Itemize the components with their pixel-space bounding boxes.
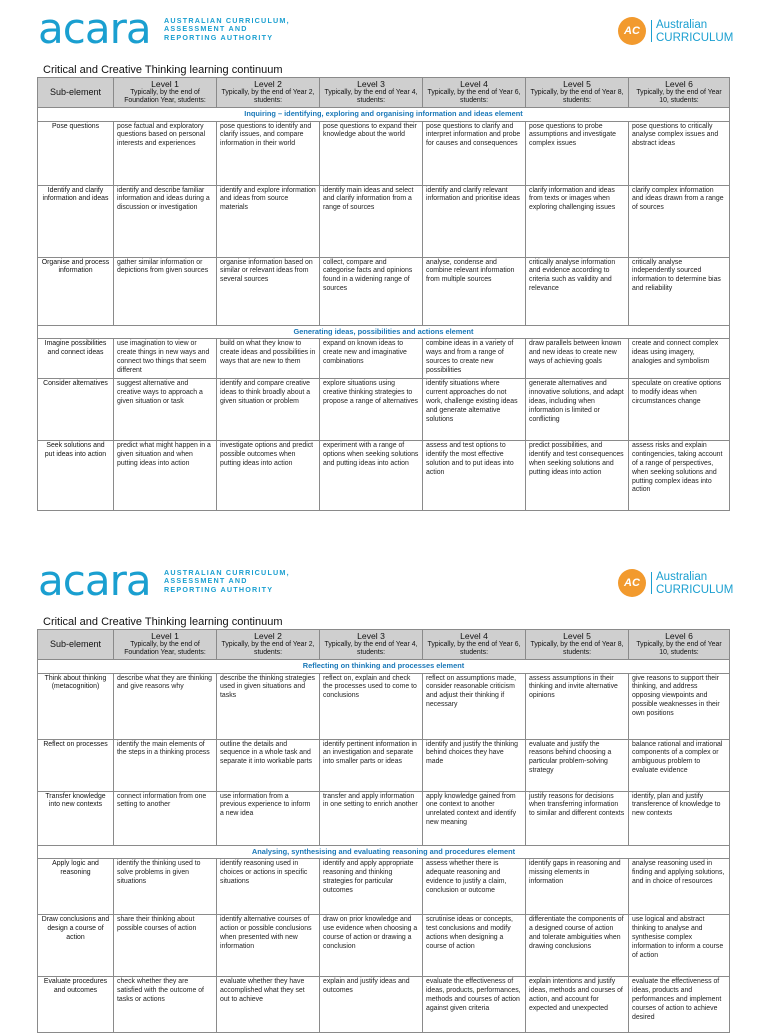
section-title: Analysing, synthesising and evaluating reasoning and procedures element (38, 845, 730, 859)
sub-element-header: Sub-element (38, 78, 114, 108)
sub-element-label: Organise and process information (38, 257, 114, 325)
level-cell: evaluate the effectiveness of ideas, products and performances and implement courses of action to achieve desired (629, 977, 730, 1033)
table-row (38, 441, 730, 511)
level-name: Level 1 (151, 79, 179, 89)
level-description: Typically, by the end of Year 6, students: (427, 89, 521, 105)
acara-tagline: AUSTRALIAN CURRICULUM, ASSESSMENT AND REPORTING AUTHORITY (164, 568, 290, 594)
level-header (320, 78, 423, 108)
continuum-table (37, 629, 730, 1033)
level-header (217, 78, 320, 108)
table-row (38, 791, 730, 845)
level-description: Typically, by the end of Year 4, students: (324, 641, 418, 657)
level-cell: pose questions to clarify and interpret information and probe for causes and consequences (423, 121, 526, 185)
level-header (217, 630, 320, 660)
sub-element-label: Identify and clarify information and ideas (38, 185, 114, 257)
acara-tagline: AUSTRALIAN CURRICULUM, ASSESSMENT AND REPORTING AUTHORITY (164, 16, 290, 42)
level-name: Level 3 (357, 631, 385, 641)
acara-logo: acara (38, 4, 151, 53)
level-cell: identify reasoning used in choices or actions in specific situations (217, 859, 320, 915)
level-cell: clarify information and ideas from texts or images when exploring challenging issues (526, 185, 629, 257)
section-row (38, 659, 730, 673)
level-cell: identify and apply appropriate reasoning and thinking strategies for particular outcomes (320, 859, 423, 915)
level-description: Typically, by the end of Year 2, students: (221, 89, 315, 105)
table-row (38, 673, 730, 739)
sub-element-label: Apply logic and reasoning (38, 859, 114, 915)
logo-divider (651, 572, 652, 594)
logo-divider (651, 20, 652, 42)
level-cell: critically analyse independently sourced information to determine bias and reliability (629, 257, 730, 325)
level-cell: share their thinking about possible courses of action (114, 915, 217, 977)
level-cell: transfer and apply information in one setting to enrich another (320, 791, 423, 845)
level-cell: draw parallels between known and new ideas to create new ways of achieving goals (526, 339, 629, 379)
table-header-row (38, 630, 730, 660)
level-description: Typically, by the end of Year 4, students: (324, 89, 418, 105)
level-description: Typically, by the end of Year 10, students: (636, 89, 722, 105)
level-cell: identify and justify the thinking behind choices they have made (423, 739, 526, 791)
ac-badge-icon: AC (618, 569, 646, 597)
level-header (114, 78, 217, 108)
level-cell: identify situations where current approaches do not work, challenge existing ideas and generate alternative solutions (423, 379, 526, 441)
page-header (0, 552, 768, 604)
level-header (629, 630, 730, 660)
level-header (629, 78, 730, 108)
level-cell: pose factual and exploratory questions based on personal interests and experiences (114, 121, 217, 185)
section-title: Reflecting on thinking and processes element (38, 659, 730, 673)
level-cell: identify alternative courses of action or possible conclusions when presented with new information (217, 915, 320, 977)
table-header-row (38, 78, 730, 108)
australian-curriculum-logo: Australian CURRICULUM (656, 571, 734, 596)
sub-element-label: Reflect on processes (38, 739, 114, 791)
acara-logo: acara (38, 556, 151, 605)
table-row (38, 379, 730, 441)
level-header (526, 78, 629, 108)
document-title: Critical and Creative Thinking learning continuum (43, 64, 283, 76)
level-header (320, 630, 423, 660)
table-row (38, 859, 730, 915)
level-cell: use logical and abstract thinking to analyse and synthesise complex information to inform a course of action (629, 915, 730, 977)
page-2 (0, 552, 768, 1021)
level-cell: predict what might happen in a given situation and when putting ideas into action (114, 441, 217, 511)
level-cell: describe what they are thinking and give reasons why (114, 673, 217, 739)
level-cell: identify, plan and justify transference of knowledge to new contexts (629, 791, 730, 845)
level-cell: analyse reasoning used in finding and applying solutions, and in choice of resources (629, 859, 730, 915)
level-name: Level 2 (254, 79, 282, 89)
level-cell: draw on prior knowledge and use evidence when choosing a course of action or drawing a conclusion (320, 915, 423, 977)
level-name: Level 5 (563, 79, 591, 89)
level-cell: pose questions to identify and clarify issues, and compare information in their world (217, 121, 320, 185)
level-cell: identify pertinent information in an investigation and separate into smaller parts or ideas (320, 739, 423, 791)
level-cell: pose questions to expand their knowledge about the world (320, 121, 423, 185)
sub-element-label: Think about thinking (metacognition) (38, 673, 114, 739)
level-cell: identify and explore information and ideas from source materials (217, 185, 320, 257)
document-title: Critical and Creative Thinking learning continuum (43, 616, 283, 628)
level-cell: combine ideas in a variety of ways and from a range of sources to create new possibilities (423, 339, 526, 379)
table-row (38, 185, 730, 257)
table-row (38, 739, 730, 791)
sub-element-label: Imagine possibilities and connect ideas (38, 339, 114, 379)
level-cell: identify the thinking used to solve problems in given situations (114, 859, 217, 915)
level-cell: outline the details and sequence in a whole task and separate it into workable parts (217, 739, 320, 791)
level-cell: investigate options and predict possible outcomes when putting ideas into action (217, 441, 320, 511)
level-cell: analyse, condense and combine relevant information from multiple sources (423, 257, 526, 325)
section-title: Generating ideas, possibilities and actions element (38, 325, 730, 339)
level-cell: clarify complex information and ideas drawn from a range of sources (629, 185, 730, 257)
level-header (423, 78, 526, 108)
level-description: Typically, by the end of Foundation Year, students: (124, 89, 206, 105)
level-cell: connect information from one setting to another (114, 791, 217, 845)
level-cell: experiment with a range of options when seeking solutions and putting ideas into action (320, 441, 423, 511)
level-description: Typically, by the end of Year 8, students: (530, 641, 624, 657)
level-cell: use imagination to view or create things in new ways and connect two things that seem different (114, 339, 217, 379)
level-cell: create and connect complex ideas using imagery, analogies and symbolism (629, 339, 730, 379)
level-cell: identify and compare creative ideas to think broadly about a given situation or problem (217, 379, 320, 441)
level-cell: describe the thinking strategies used in given situations and tasks (217, 673, 320, 739)
sub-element-label: Evaluate procedures and outcomes (38, 977, 114, 1033)
level-cell: expand on known ideas to create new and imaginative combinations (320, 339, 423, 379)
page-header (0, 0, 768, 52)
level-cell: assess and test options to identify the most effective solution and to put ideas into action (423, 441, 526, 511)
level-description: Typically, by the end of Year 2, students: (221, 641, 315, 657)
level-cell: build on what they know to create ideas and possibilities in ways that are new to them (217, 339, 320, 379)
level-cell: explore situations using creative thinking strategies to propose a range of alternatives (320, 379, 423, 441)
level-cell: scrutinise ideas or concepts, test conclusions and modify actions when designing a course of action (423, 915, 526, 977)
sub-element-label: Consider alternatives (38, 379, 114, 441)
continuum-table (37, 77, 730, 511)
level-name: Level 4 (460, 79, 488, 89)
level-cell: apply knowledge gained from one context to another unrelated context and identify new meaning (423, 791, 526, 845)
section-row (38, 845, 730, 859)
section-row (38, 325, 730, 339)
level-cell: collect, compare and categorise facts and opinions found in a widening range of sources (320, 257, 423, 325)
level-cell: assess risks and explain contingencies, taking account of a range of perspectives, when seeking solutions and putting complex ideas into action (629, 441, 730, 511)
level-cell: identify and describe familiar information and ideas during a discussion or investigation (114, 185, 217, 257)
level-name: Level 3 (357, 79, 385, 89)
level-description: Typically, by the end of Foundation Year, students: (124, 641, 206, 657)
table-row (38, 977, 730, 1033)
level-description: Typically, by the end of Year 8, students: (530, 89, 624, 105)
level-name: Level 5 (563, 631, 591, 641)
level-cell: balance rational and irrational components of a complex or ambiguous problem to evaluate evidence (629, 739, 730, 791)
level-cell: identify and clarify relevant information and prioritise ideas (423, 185, 526, 257)
table-row (38, 915, 730, 977)
level-cell: differentiate the components of a designed course of action and tolerate ambiguities when drawing conclusions (526, 915, 629, 977)
section-title: Inquiring – identifying, exploring and organising information and ideas element (38, 107, 730, 121)
level-name: Level 6 (665, 631, 693, 641)
level-cell: evaluate the effectiveness of ideas, products, performances, methods and courses of action against given criteria (423, 977, 526, 1033)
ac-badge-icon: AC (618, 17, 646, 45)
level-header (114, 630, 217, 660)
level-cell: give reasons to support their thinking, and address opposing viewpoints and possible weaknesses in their own positions (629, 673, 730, 739)
level-cell: speculate on creative options to modify ideas when circumstances change (629, 379, 730, 441)
level-header (526, 630, 629, 660)
level-cell: pose questions to critically analyse complex issues and abstract ideas (629, 121, 730, 185)
level-cell: generate alternatives and innovative solutions, and adapt ideas, including when information is limited or conflicting (526, 379, 629, 441)
level-cell: reflect on assumptions made, consider reasonable criticism and adjust their thinking if necessary (423, 673, 526, 739)
sub-element-label: Transfer knowledge into new contexts (38, 791, 114, 845)
level-cell: check whether they are satisfied with the outcome of tasks or actions (114, 977, 217, 1033)
level-cell: justify reasons for decisions when transferring information to similar and different contexts (526, 791, 629, 845)
sub-element-label: Pose questions (38, 121, 114, 185)
level-cell: identify main ideas and select and clarify information from a range of sources (320, 185, 423, 257)
sub-element-label: Draw conclusions and design a course of action (38, 915, 114, 977)
level-cell: use information from a previous experience to inform a new idea (217, 791, 320, 845)
level-name: Level 1 (151, 631, 179, 641)
level-cell: gather similar information or depictions from given sources (114, 257, 217, 325)
level-cell: assess assumptions in their thinking and invite alternative opinions (526, 673, 629, 739)
level-name: Level 6 (665, 79, 693, 89)
section-row (38, 107, 730, 121)
level-cell: organise information based on similar or relevant ideas from several sources (217, 257, 320, 325)
sub-element-header: Sub-element (38, 630, 114, 660)
level-cell: evaluate and justify the reasons behind choosing a particular problem-solving strategy (526, 739, 629, 791)
level-cell: assess whether there is adequate reasoning and evidence to justify a claim, conclusion or outcome (423, 859, 526, 915)
level-cell: explain and justify ideas and outcomes (320, 977, 423, 1033)
page-1 (0, 0, 768, 494)
level-header (423, 630, 526, 660)
level-cell: explain intentions and justify ideas, methods and courses of action, and account for expected and unexpected (526, 977, 629, 1033)
level-cell: evaluate whether they have accomplished what they set out to achieve (217, 977, 320, 1033)
level-cell: suggest alternative and creative ways to approach a given situation or task (114, 379, 217, 441)
level-cell: identify the main elements of the steps in a thinking process (114, 739, 217, 791)
level-description: Typically, by the end of Year 10, students: (636, 641, 722, 657)
level-cell: reflect on, explain and check the processes used to come to conclusions (320, 673, 423, 739)
level-name: Level 2 (254, 631, 282, 641)
level-cell: identify gaps in reasoning and missing elements in information (526, 859, 629, 915)
sub-element-label: Seek solutions and put ideas into action (38, 441, 114, 511)
level-name: Level 4 (460, 631, 488, 641)
table-row (38, 257, 730, 325)
table-row (38, 121, 730, 185)
level-cell: pose questions to probe assumptions and investigate complex issues (526, 121, 629, 185)
level-description: Typically, by the end of Year 6, students: (427, 641, 521, 657)
level-cell: predict possibilities, and identify and test consequences when seeking solutions and putting ideas into action (526, 441, 629, 511)
table-row (38, 339, 730, 379)
australian-curriculum-logo: Australian CURRICULUM (656, 19, 734, 44)
level-cell: critically analyse information and evidence according to criteria such as validity and relevance (526, 257, 629, 325)
